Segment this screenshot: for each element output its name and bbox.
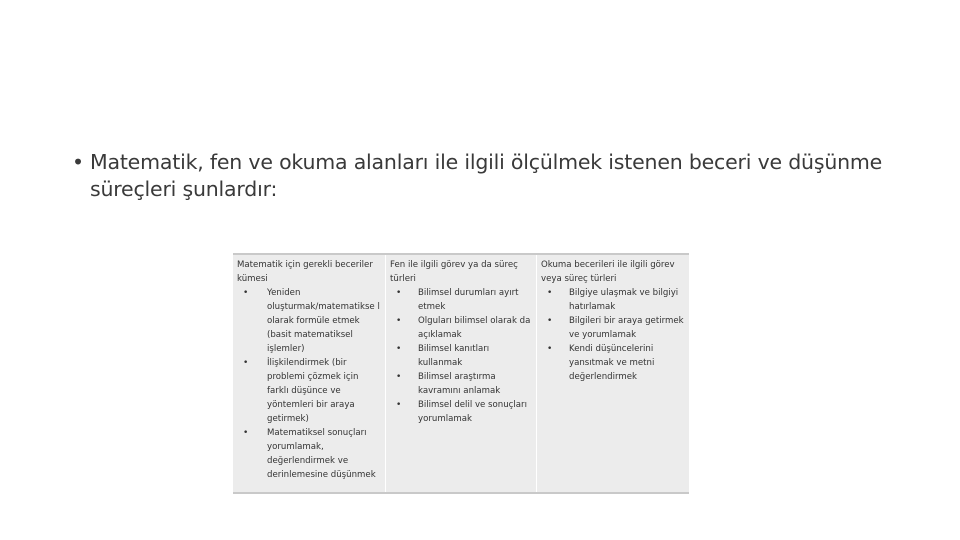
table-column-science <box>385 255 536 492</box>
list-item: • Olguları bilimsel olarak da açıklamak <box>390 314 532 342</box>
skills-table <box>233 253 689 494</box>
list-item: • Bilimsel kanıtları kullanmak <box>390 342 532 370</box>
table-column-math <box>233 255 385 492</box>
list-item: • Bilgileri bir araya getirmek ve yorumlamak <box>541 314 685 342</box>
list-item: • Yeniden oluşturmak/matematikse l olarak formüle etmek (basit matematiksel işlemler) <box>237 286 381 356</box>
bullet-icon: • <box>72 150 84 174</box>
column-header: Matematik için gerekli beceriler kümesi <box>237 260 373 284</box>
list-item: • Bilgiye ulaşmak ve bilgiyi hatırlamak <box>541 286 685 314</box>
list-item: • Matematiksel sonuçları yorumlamak, değerlendirmek ve derinlemesine düşünmek <box>237 426 381 482</box>
column-header: Okuma becerileri ile ilgili görev veya süreç türleri <box>541 260 675 284</box>
column-list <box>390 286 532 426</box>
list-item: • Kendi düşüncelerini yansıtmak ve metni değerlendirmek <box>541 342 685 384</box>
column-list <box>541 286 685 384</box>
list-item: • Bilimsel durumları ayırt etmek <box>390 286 532 314</box>
list-item: • İlişkilendirmek (bir problemi çözmek için farklı düşünce ve yöntemleri bir araya getirmek) <box>237 356 381 426</box>
table-column-reading <box>536 255 689 492</box>
column-header: Fen ile ilgili görev ya da süreç türleri <box>390 260 518 284</box>
slide-bullet <box>72 149 892 203</box>
list-item: • Bilimsel araştırma kavramını anlamak <box>390 370 532 398</box>
column-list <box>237 286 381 482</box>
list-item: • Bilimsel delil ve sonuçları yorumlamak <box>390 398 532 426</box>
slide-bullet-text: Matematik, fen ve okuma alanları ile ilgili ölçülmek istenen beceri ve düşünme süreçleri şunlardır: <box>90 150 883 201</box>
